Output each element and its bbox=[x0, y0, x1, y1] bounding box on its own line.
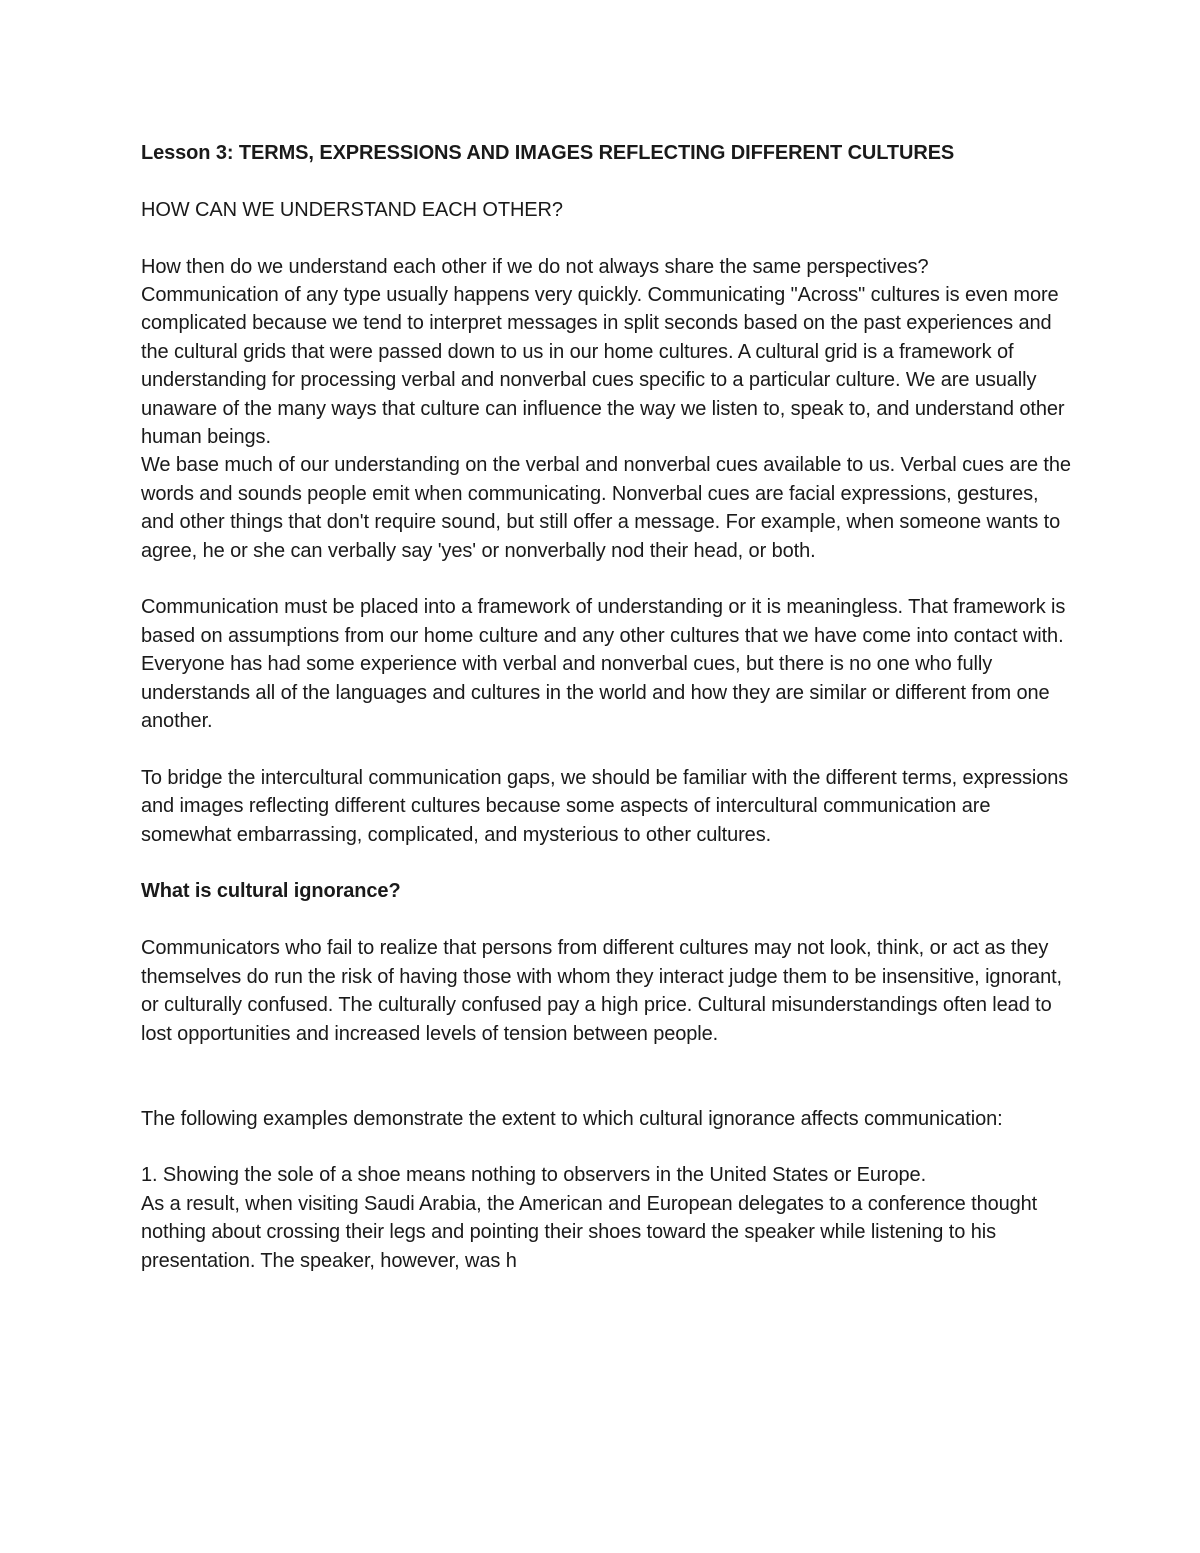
subheading: HOW CAN WE UNDERSTAND EACH OTHER? bbox=[141, 198, 563, 221]
spacer bbox=[141, 565, 1071, 593]
lesson-title: Lesson 3: TERMS, EXPRESSIONS AND IMAGES REFLECTING DIFFERENT CULTURES bbox=[141, 142, 955, 164]
paragraph-bridge-gaps: To bridge the intercultural communication gaps, we should be familiar with the different terms, expressions and images reflecting different cultures because some aspects of intercultural communication are somewhat embarrassing, complicated, and mysterious to other cultures. bbox=[141, 766, 1069, 846]
example-1-line-2: As a result, when visiting Saudi Arabia, the American and European delegates to a conference thought nothing about crossing their legs and pointing their shoes toward the speaker while listening to his presentation. The speaker, however, was h bbox=[141, 1192, 1038, 1272]
spacer bbox=[141, 1133, 1071, 1161]
spacer bbox=[141, 224, 1071, 252]
spacer bbox=[141, 906, 1071, 934]
spacer bbox=[141, 1076, 1071, 1104]
paragraph-verbal-cues: We base much of our understanding on the verbal and nonverbal cues available to us. Verbal cues are the words and sounds people emit when communicating. Nonverbal cues are facial expressions, gestures, and other things that don't require sound, but still offer a message. For example, when someone wants to agree, he or she can verbally say 'yes' or nonverbally nod their head, or both. bbox=[141, 454, 1071, 562]
section-heading-cultural-ignorance: What is cultural ignorance? bbox=[141, 880, 401, 903]
paragraph-communicators: Communicators who fail to realize that persons from different cultures may not look, think, or act as they themselves do run the risk of having those with whom they interact judge them to be insensitive, ignorant, or culturally confused. The culturally confused pay a high price. Cultural misunderstandings often lead to lost opportunities and increased levels of tension between people. bbox=[141, 937, 1063, 1045]
example-1-line-1: 1. Showing the sole of a shoe means nothing to observers in the United States or Europe. bbox=[141, 1164, 927, 1187]
paragraph-examples-intro: The following examples demonstrate the extent to which cultural ignorance affects communication: bbox=[141, 1107, 1003, 1130]
spacer bbox=[141, 849, 1071, 877]
spacer bbox=[141, 1048, 1071, 1076]
document-body bbox=[141, 139, 1071, 1275]
paragraph-perspectives: How then do we understand each other if we do not always share the same perspectives? Communication of any type usually happens very quickly. Communicating "Across" cultures is even more complicated because we tend to interpret messages in split seconds based on the past experiences and the cultural grids that were passed down to us in our home cultures. A cultural grid is a framework of understanding for processing verbal and nonverbal cues specific to a particular culture. We are usually unaware of the many ways that culture can influence the way we listen to, speak to, and understand other human beings. bbox=[141, 255, 1065, 449]
spacer bbox=[141, 735, 1071, 763]
paragraph-framework: Communication must be placed into a framework of understanding or it is meaningless. That framework is based on assumptions from our home culture and any other cultures that we have come into contact with. Everyone has had some experience with verbal and nonverbal cues, but there is no one who fully understands all of the languages and cultures in the world and how they are similar or different from one another. bbox=[141, 596, 1066, 733]
spacer bbox=[141, 167, 1071, 195]
